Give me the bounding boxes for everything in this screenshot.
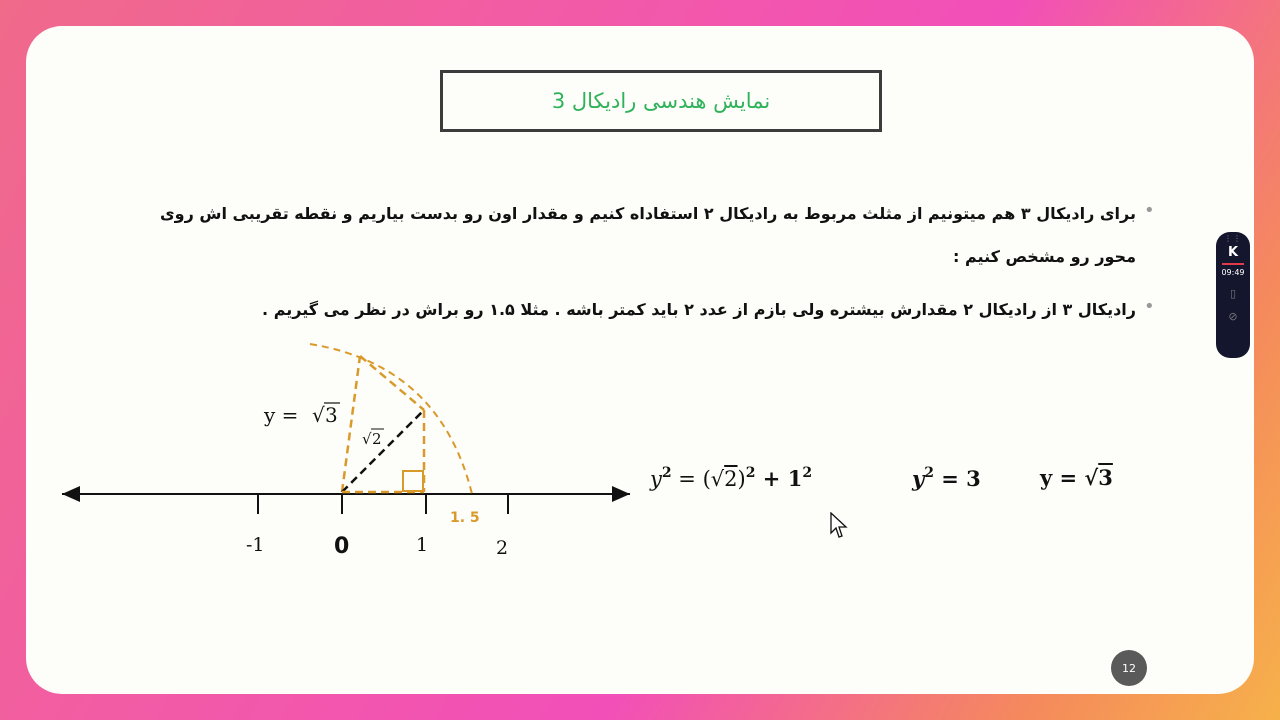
paragraph-2: رادیکال ۳ از رادیکال ۲ مقدارش بیشتره ولی بازم از عدد ۲ باید کمتر باشه . مثلا ۱.۵ رو براش در نظر می گیریم . (262, 300, 1136, 319)
bullet-icon: • (1144, 200, 1155, 221)
slide-title: نمایش هندسی رادیکال 3 (551, 89, 771, 113)
sqrt-sign: √ (312, 403, 325, 427)
page-number: 12 (1111, 650, 1147, 686)
camera-off-icon[interactable]: ⊘ (1228, 310, 1238, 323)
label-0: 0 (334, 534, 350, 559)
equation-pythagoras: $y^2 = (√2)^2 + 1^2$ (650, 465, 813, 491)
mouse-cursor-icon (830, 512, 848, 540)
sqrt2-sign: √ (362, 430, 372, 448)
label-1: 1 (416, 534, 429, 556)
recording-time: 09:49 (1221, 268, 1245, 277)
label-sqrt2-radical: 2 (372, 430, 382, 448)
hyp-sqrt2 (342, 410, 424, 492)
equation-y-result: y = √3 (1040, 465, 1113, 490)
label-2: 2 (496, 537, 509, 559)
bullet-icon: • (1144, 296, 1155, 317)
app-logo: K (1227, 245, 1239, 260)
label-1-5: 1. 5 (450, 510, 480, 526)
mic-off-icon[interactable]: ▯ (1229, 287, 1237, 300)
right-angle-mark (403, 471, 423, 491)
label-minus1: -1 (246, 534, 265, 556)
equation-y-squared: $y^2 = 3$ (912, 465, 981, 491)
side-top (360, 356, 424, 410)
recording-indicator (1222, 263, 1244, 265)
label-y-radical: 3 (325, 403, 338, 427)
drag-handle-icon[interactable]: ⋮⋮ (1224, 234, 1242, 243)
paragraph-1: برای رادیکال ۳ هم میتونیم از مثلث مربوط به رادیکال ۲ استفاداه کنیم و مقدار اون رو بدست بیاریم و نقطه تقریبی اش روی محور رو مشخص کنیم : (160, 204, 1136, 266)
recording-widget[interactable] (1216, 232, 1250, 358)
label-y-prefix: y = (264, 403, 299, 427)
hyp-sqrt3 (342, 356, 360, 492)
